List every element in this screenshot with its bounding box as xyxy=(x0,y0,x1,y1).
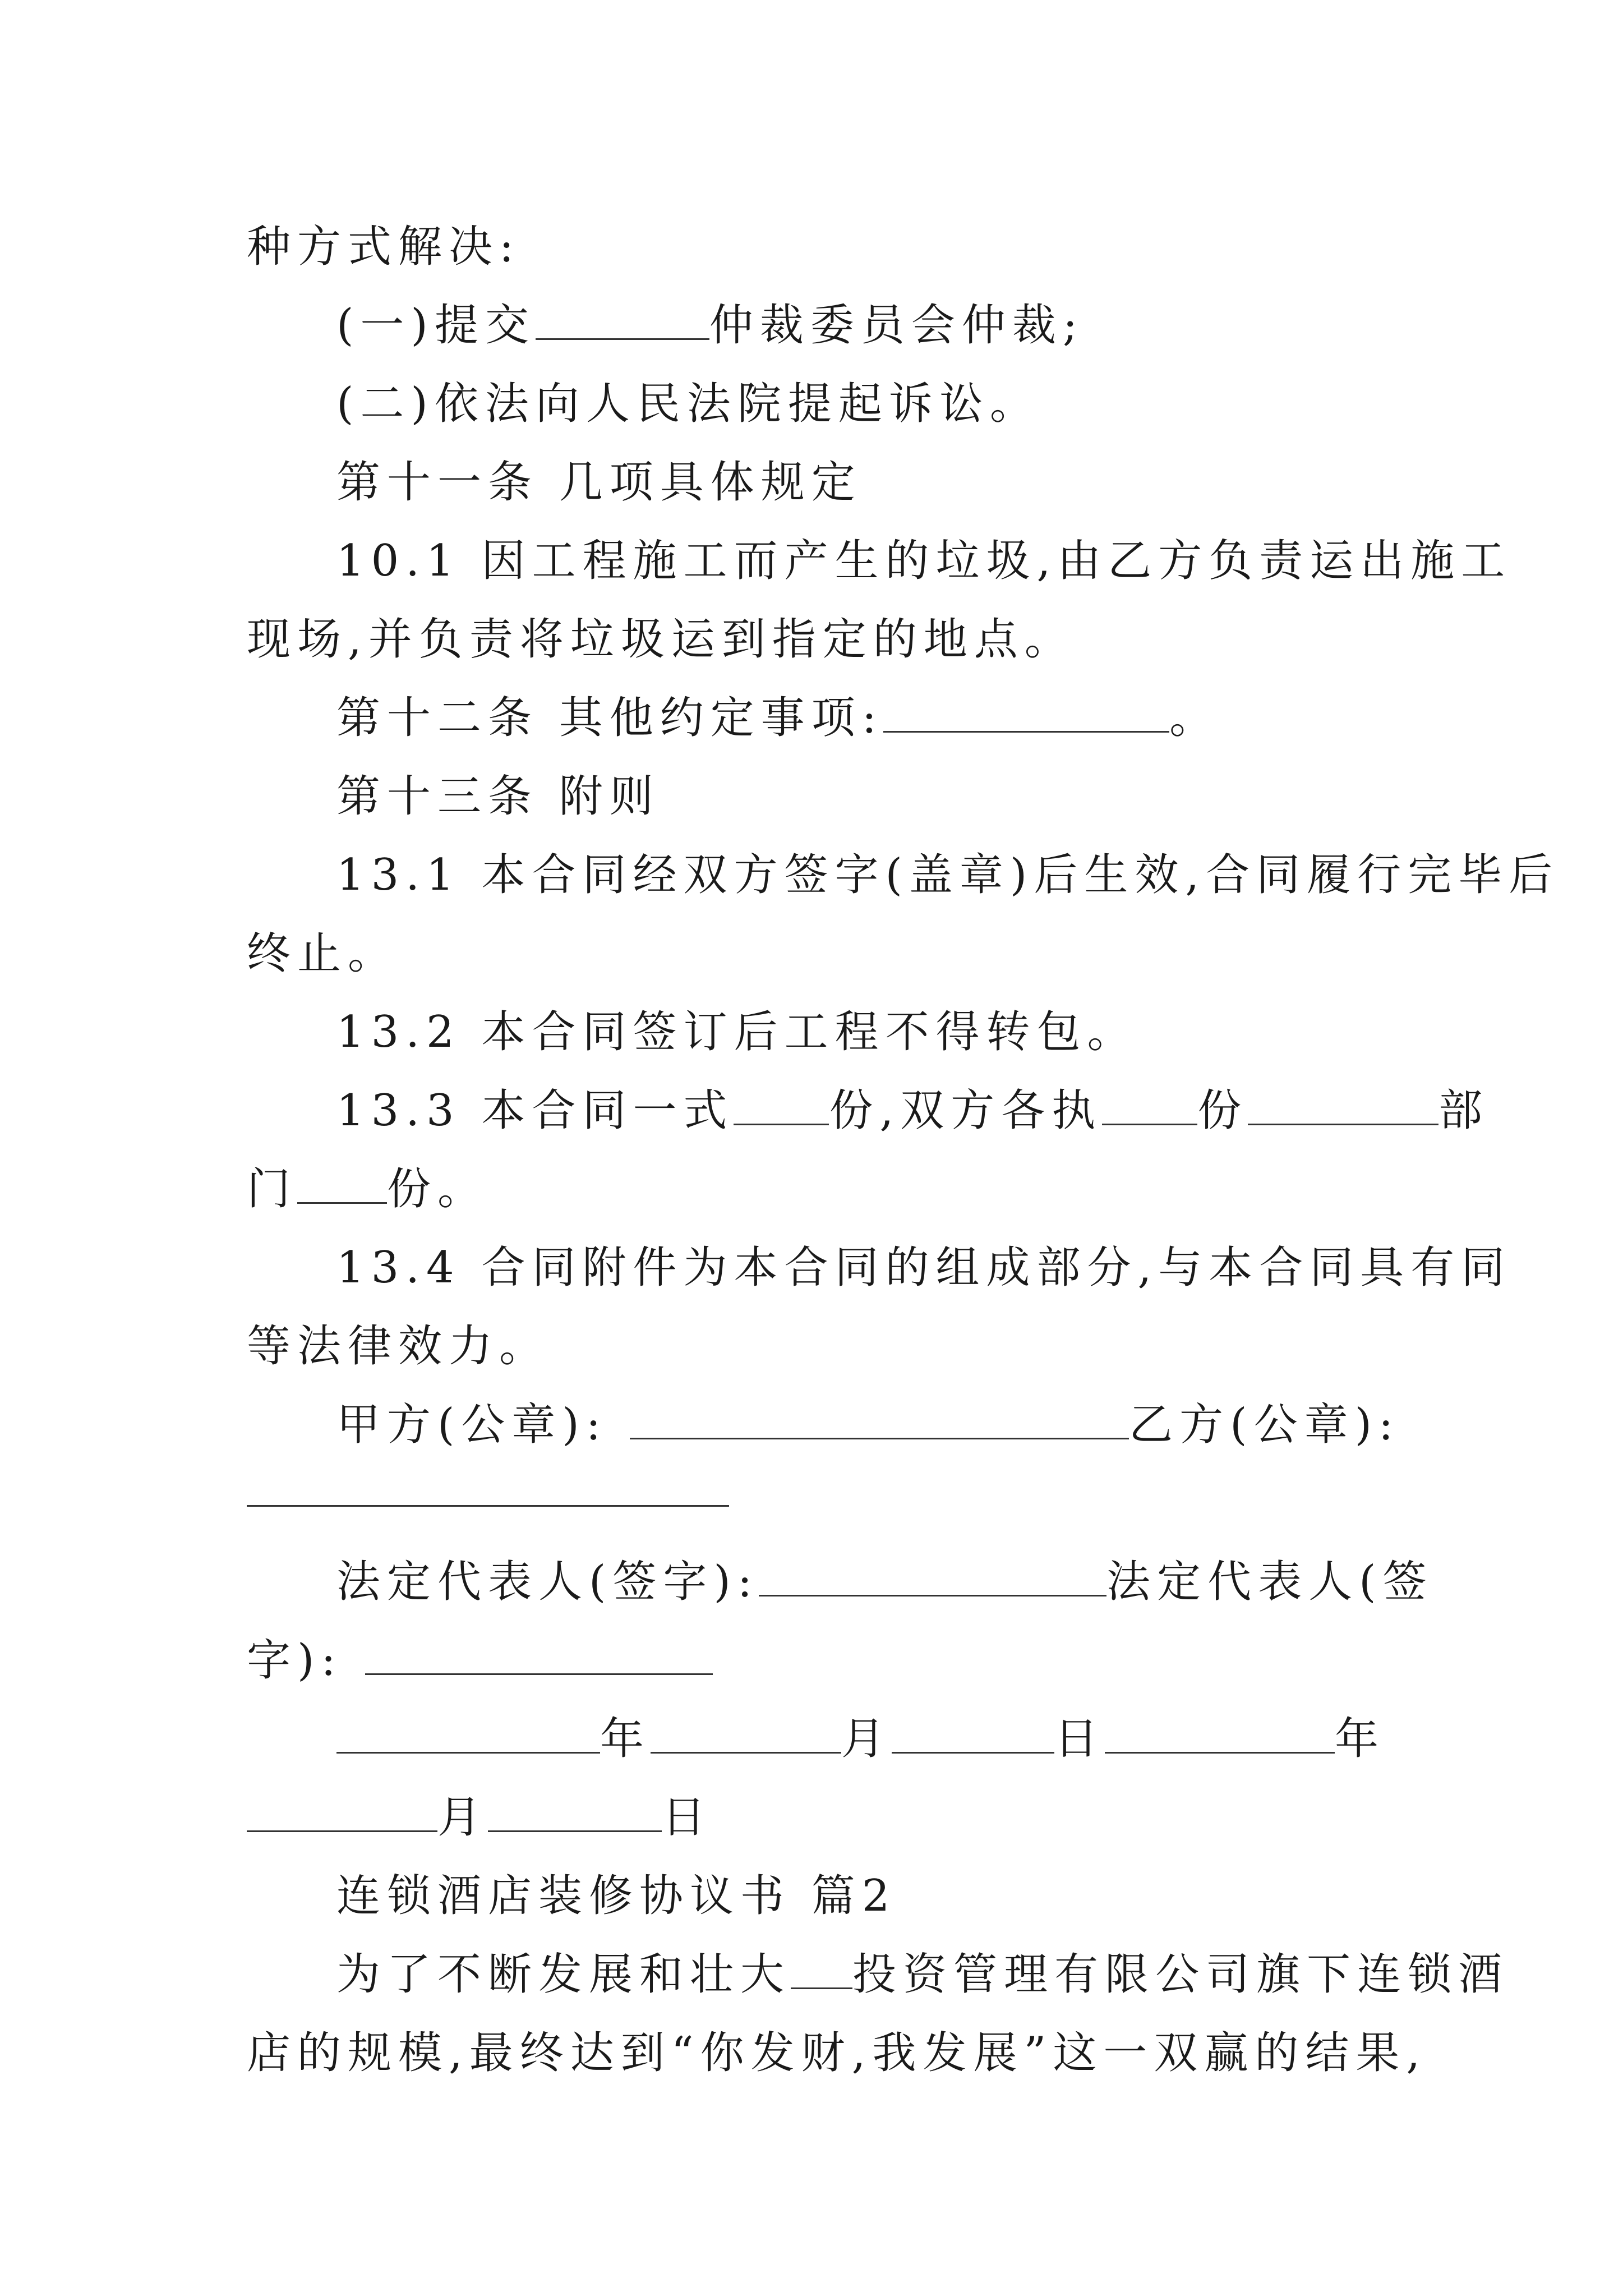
signature-line xyxy=(336,1554,1433,1610)
year-blank xyxy=(1105,1713,1335,1754)
signature-line xyxy=(247,1632,1380,1688)
text-line xyxy=(336,297,1380,353)
fill-blank xyxy=(791,1948,852,1989)
date-line xyxy=(336,1711,1386,1767)
text-line xyxy=(336,690,1380,746)
text: 10.1 因工程施工而产生的垃圾,由乙方负责运出施工 xyxy=(336,536,1512,586)
text: 部 xyxy=(1438,1085,1490,1136)
text: 月 xyxy=(841,1714,892,1764)
signature-line xyxy=(247,1464,1380,1520)
text: 终止。 xyxy=(247,928,399,979)
party-a-seal-label: 甲方(公章): xyxy=(336,1400,608,1450)
text: (二)依法向人民法院提起诉讼。 xyxy=(336,379,1040,429)
fill-blank xyxy=(536,299,709,340)
text: 第十一条 几项具体规定 xyxy=(336,457,862,508)
fill-blank xyxy=(883,692,1169,733)
text: 为了不断发展和壮大 xyxy=(336,1949,791,2000)
text: 现场,并负责将垃圾运到指定的地点。 xyxy=(247,614,1075,665)
text: 年 xyxy=(1335,1714,1386,1764)
day-blank xyxy=(488,1791,662,1832)
signature-line xyxy=(336,1397,1400,1453)
text-line xyxy=(247,611,1380,668)
text: 13.2 本合同签订后工程不得转包。 xyxy=(336,1007,1138,1057)
text: 13.1 本合同经双方签字(盖章)后生效,合同履行完毕后 xyxy=(336,850,1560,900)
text-line xyxy=(247,219,1380,275)
text: 门 xyxy=(247,1164,298,1214)
section-heading xyxy=(336,769,1380,825)
text: (一)提交 xyxy=(336,300,536,351)
text: 份。 xyxy=(387,1164,488,1214)
text-line xyxy=(247,1318,1380,1374)
text: 等法律效力。 xyxy=(247,1321,550,1372)
text: 第十二条 其他约定事项: xyxy=(336,693,884,743)
text: 月 xyxy=(437,1792,488,1843)
party-a-rep-label: 法定代表人(签字): xyxy=(336,1557,759,1607)
text: 店的规模,最终达到“你发财,我发展”这一双赢的结果, xyxy=(247,2028,1427,2078)
text: 年 xyxy=(600,1714,651,1764)
party-b-rep-label: 法定代表人(签 xyxy=(1106,1557,1433,1607)
party-b-seal-label: 乙方(公章): xyxy=(1129,1400,1400,1450)
text-line xyxy=(336,847,1560,903)
text-line xyxy=(247,926,1380,982)
fill-blank xyxy=(1102,1084,1197,1125)
party-b-seal-blank xyxy=(247,1466,729,1507)
text: 日 xyxy=(662,1792,713,1843)
text: 种方式解决: xyxy=(247,222,521,272)
fill-blank xyxy=(734,1084,829,1125)
fill-blank xyxy=(1248,1084,1438,1125)
text-line xyxy=(336,1240,1512,1296)
section-title xyxy=(336,1868,1380,1924)
year-blank xyxy=(336,1713,600,1754)
text: 13.4 合同附件为本合同的组成部分,与本合同具有同 xyxy=(336,1243,1512,1293)
party-b-rep-blank xyxy=(365,1634,713,1675)
text: 投资管理有限公司旗下连锁酒 xyxy=(852,1949,1509,2000)
date-line xyxy=(247,1789,1380,1846)
text-line xyxy=(336,1004,1380,1060)
text-line xyxy=(336,376,1380,432)
text-line xyxy=(336,1947,1509,2003)
text: 连锁酒店装修协议书 篇2 xyxy=(336,1871,897,1921)
text-line xyxy=(247,1161,1380,1217)
month-blank xyxy=(247,1791,437,1832)
text: 份 xyxy=(1197,1085,1248,1136)
text: 日 xyxy=(1054,1714,1105,1764)
text: 第十三条 附则 xyxy=(336,771,660,822)
text: 字): xyxy=(247,1635,343,1686)
text-line xyxy=(247,2025,1427,2081)
text: 13.3 本合同一式 xyxy=(336,1085,734,1136)
text: 仲裁委员会仲裁; xyxy=(709,300,1085,351)
text: 。 xyxy=(1169,693,1220,743)
section-heading xyxy=(336,454,1380,510)
text: 份,双方各执 xyxy=(829,1085,1103,1136)
month-blank xyxy=(651,1713,841,1754)
day-blank xyxy=(892,1713,1054,1754)
text-line xyxy=(336,533,1512,589)
fill-blank xyxy=(297,1163,387,1204)
text-line xyxy=(336,1083,1490,1139)
party-a-rep-blank xyxy=(759,1556,1106,1596)
party-a-seal-blank xyxy=(630,1398,1129,1439)
